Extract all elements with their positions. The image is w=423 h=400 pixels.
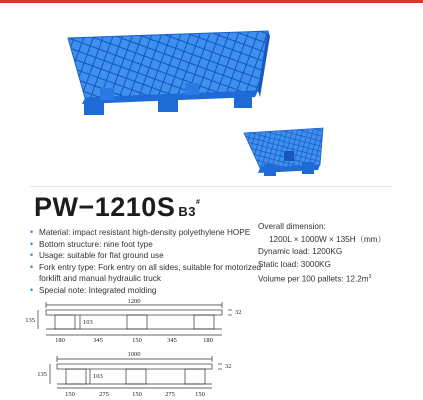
pallet-photos <box>0 3 423 185</box>
feature-special-note: • Special note: Integrated molding <box>30 285 270 297</box>
spec-volume <box>258 271 418 286</box>
drawing-2-foot-height: 103 <box>93 373 103 380</box>
drawing-2-seg-3: 150 <box>132 391 142 398</box>
large-pallet-image <box>68 31 270 115</box>
drawing-2-seg-4: 275 <box>165 391 175 398</box>
spec-list <box>258 221 418 287</box>
drawing-1-seg-1: 180 <box>55 337 65 344</box>
model-suffix: B3 <box>178 204 196 219</box>
model-suffix-mark: # <box>195 199 201 206</box>
spec-static-load: Static load: 3000KG <box>258 259 331 269</box>
drawing-1 <box>25 298 241 344</box>
feature-bottom-structure: • Bottom structure: nine foot type <box>30 239 270 251</box>
feature-usage: • Usage: suitable for flat ground use <box>30 250 270 262</box>
small-pallet-image <box>244 128 323 176</box>
drawing-1-seg-5: 180 <box>203 337 213 344</box>
drawing-2-height: 135 <box>37 371 47 378</box>
product-photo-area <box>0 3 423 185</box>
drawing-2-deck: 32 <box>225 363 232 370</box>
drawing-1-height: 135 <box>25 317 35 324</box>
drawing-2-length: 1000 <box>127 351 141 358</box>
drawing-1-length: 1200 <box>127 298 141 305</box>
spec-overall-value: 1200L × 1000W × 135H（mm） <box>269 234 386 244</box>
spec-volume-text: Volume per 100 pallets: 12.2m <box>258 275 369 285</box>
feature-list <box>30 227 270 297</box>
drawing-2 <box>37 351 231 398</box>
model-number: PW−1210S <box>34 192 176 222</box>
section-divider <box>30 186 392 187</box>
spec-dynamic-load: Dynamic load: 1200KG <box>258 247 343 257</box>
drawing-2-seg-5: 150 <box>195 391 205 398</box>
feature-material: • Material: impact resistant high-density polyethylene HOPE <box>30 227 270 239</box>
spec-overall-label: Overall dimension: <box>258 222 326 231</box>
drawing-1-seg-4: 345 <box>167 337 177 344</box>
drawing-1-foot-height: 103 <box>83 319 93 326</box>
technical-drawings <box>0 296 423 400</box>
spec-volume-unit: 3 <box>368 274 372 281</box>
drawing-2-seg-1: 150 <box>65 391 75 398</box>
drawing-1-seg-3: 150 <box>132 337 142 344</box>
dimension-drawings-svg <box>0 296 423 400</box>
product-model-title <box>34 192 200 223</box>
drawing-1-deck: 32 <box>235 309 242 316</box>
drawing-2-seg-2: 275 <box>99 391 109 398</box>
drawing-1-seg-2: 345 <box>93 337 103 344</box>
feature-fork-entry: • Fork entry type: Fork entry on all sides, suitable for motorized forklift and manual hydraulic truck <box>30 262 270 285</box>
